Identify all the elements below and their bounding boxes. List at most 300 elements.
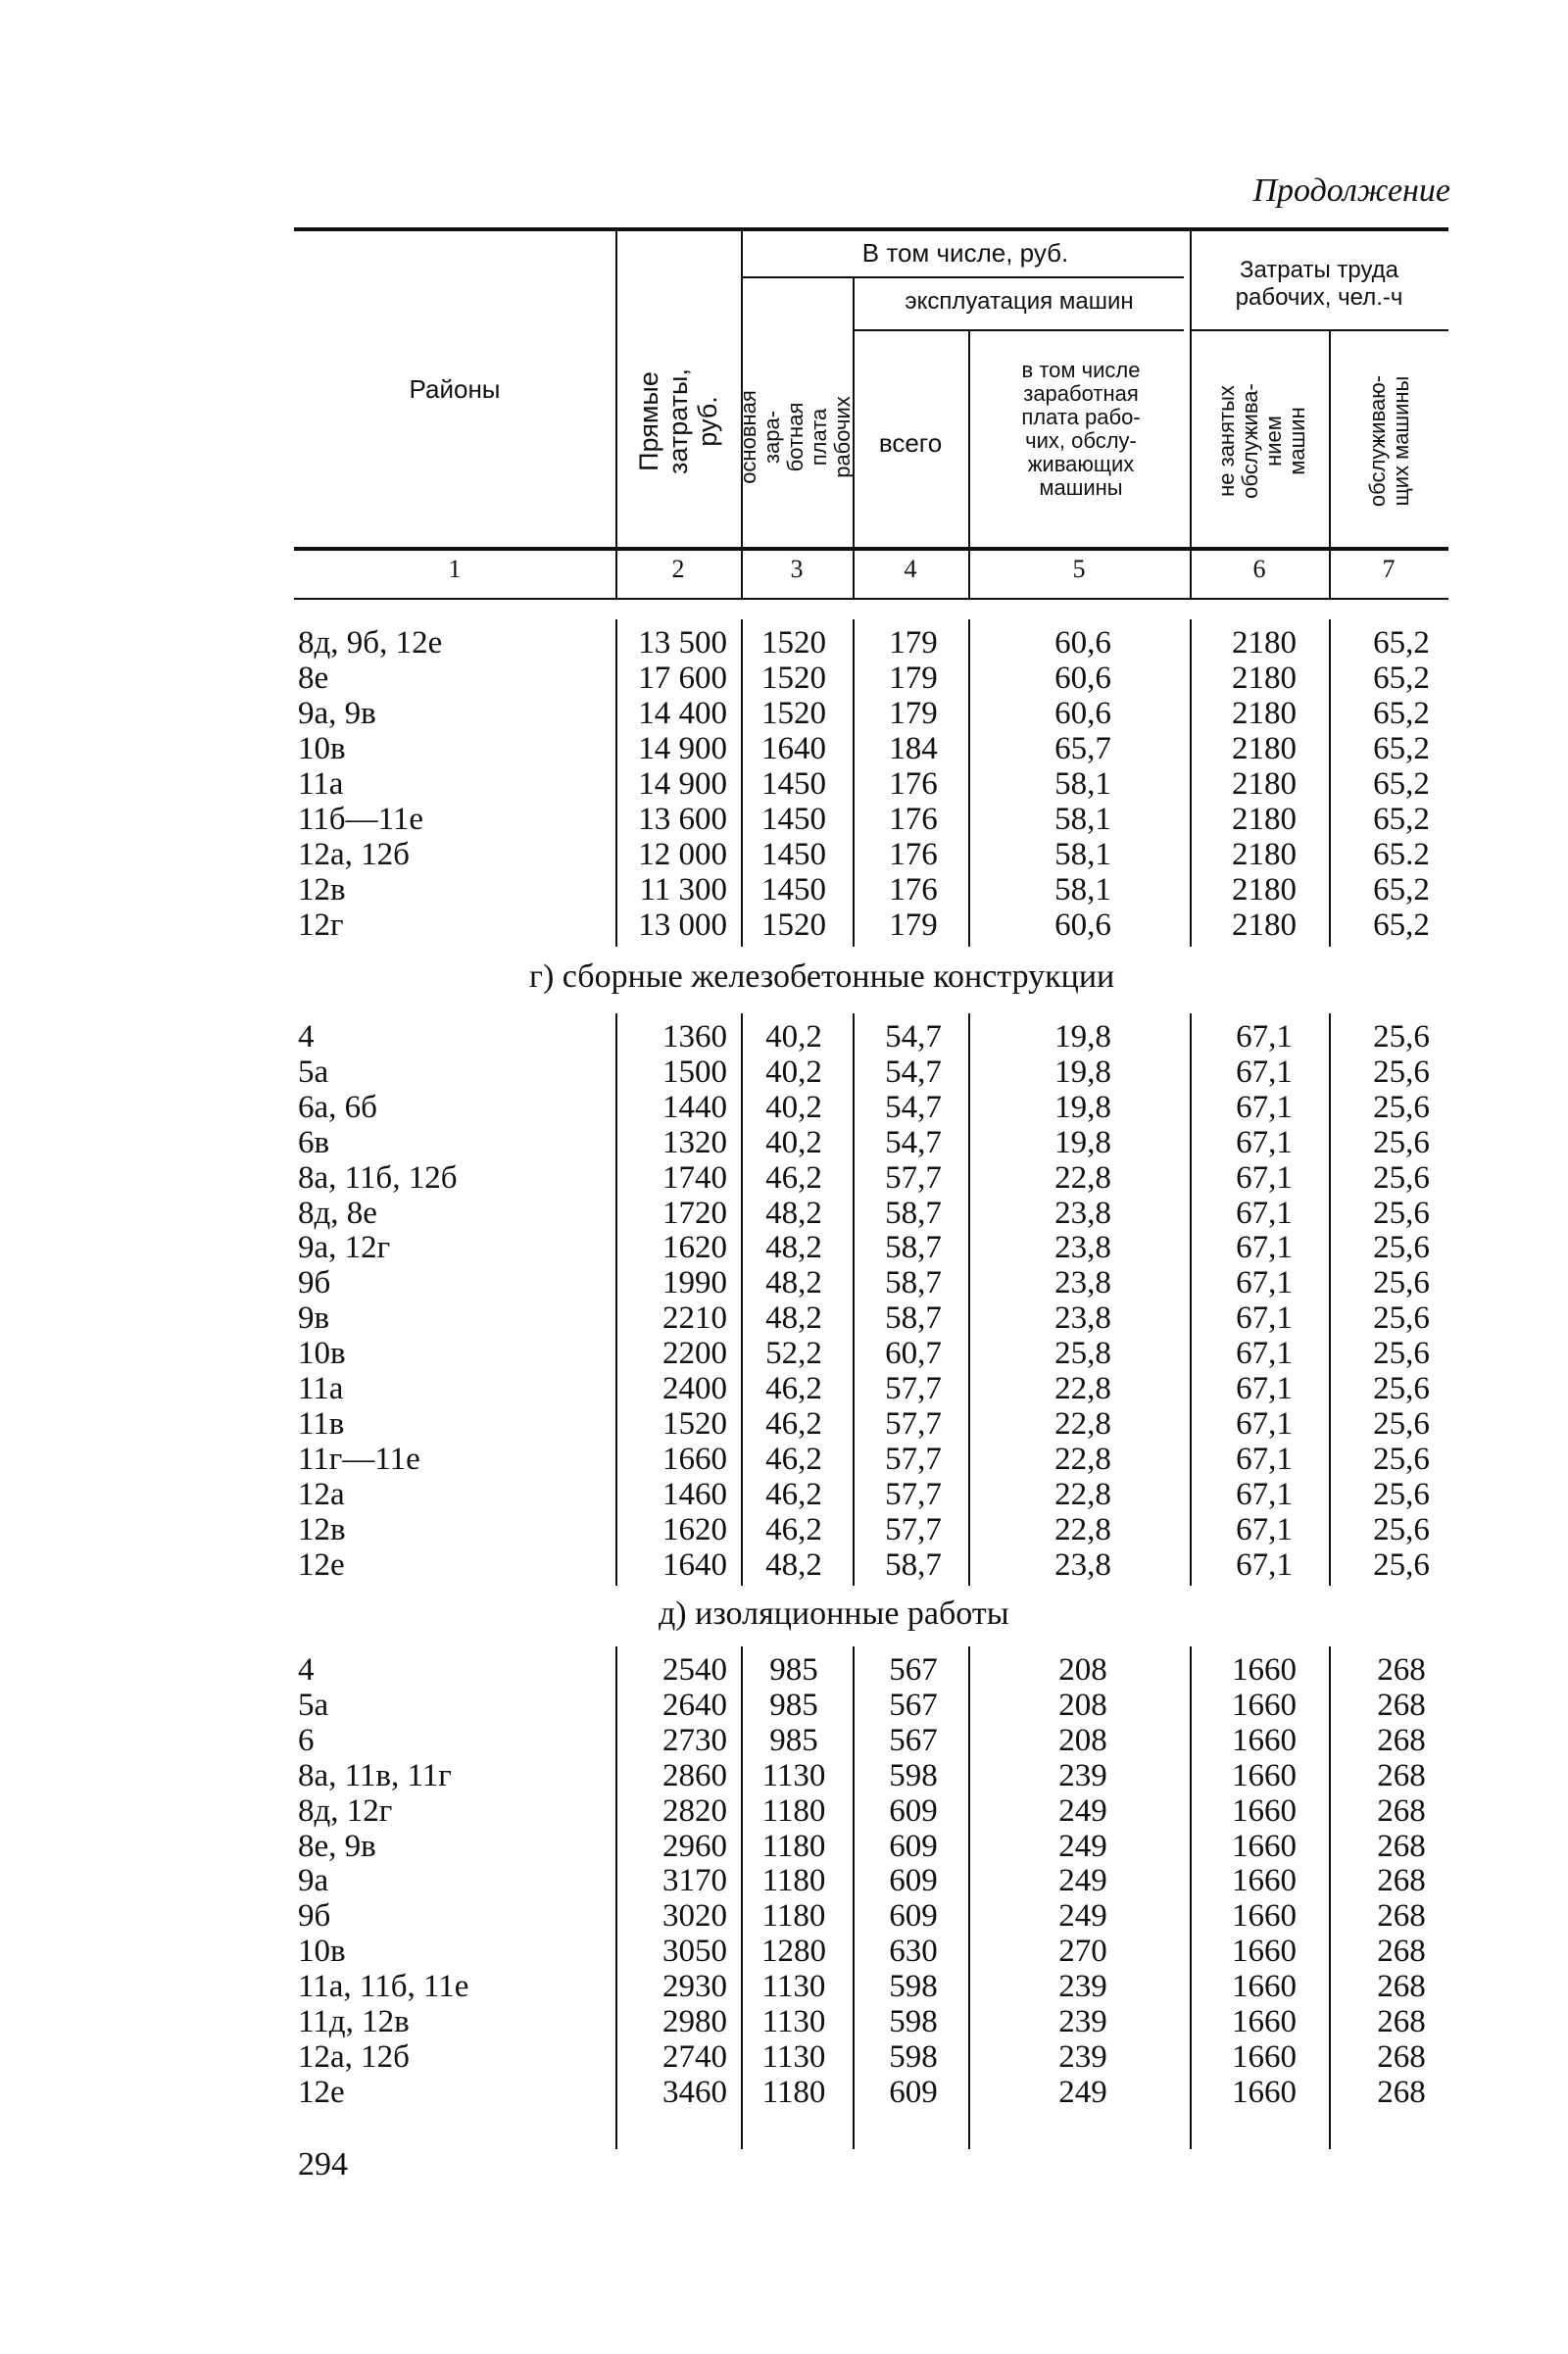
table-row: [0, 1300, 1568, 1336]
cell-direct-costs: 1660: [662, 1441, 727, 1477]
cell-district: 12а, 12б: [298, 837, 410, 872]
cell-machines-total: 179: [889, 907, 938, 943]
cell-base-wages: 1450: [761, 802, 826, 837]
cell-machine-wages: 22,8: [1054, 1511, 1111, 1547]
cell-labor-non-machine: 67,1: [1236, 1054, 1293, 1090]
cell-labor-machine: 25,6: [1373, 1124, 1430, 1160]
cell-machine-wages: 25,8: [1054, 1336, 1111, 1372]
cell-base-wages: 1450: [761, 872, 826, 907]
header-rule-subgroup: [741, 276, 1184, 278]
cell-direct-costs: 1720: [662, 1195, 727, 1231]
table-row: [0, 802, 1568, 837]
column-divider: [615, 619, 617, 947]
cell-district: 11а, 11б, 11е: [298, 1969, 469, 2005]
cell-base-wages: 40,2: [765, 1019, 822, 1054]
cell-labor-non-machine: 1660: [1232, 1687, 1297, 1723]
cell-base-wages: 1280: [761, 1934, 826, 1970]
cell-labor-non-machine: 2180: [1232, 696, 1297, 731]
table-row: [0, 1090, 1568, 1125]
cell-base-wages: 1180: [761, 1828, 826, 1864]
cell-direct-costs: 1620: [662, 1511, 727, 1547]
cell-direct-costs: 1320: [662, 1124, 727, 1160]
cell-base-wages: 985: [769, 1687, 818, 1723]
cell-labor-machine: 65,2: [1373, 731, 1430, 766]
cell-district: 8д, 8е: [298, 1195, 377, 1231]
cell-labor-non-machine: 1660: [1232, 1969, 1297, 2005]
table-row: [0, 1336, 1568, 1371]
cell-labor-machine: 25,6: [1373, 1195, 1430, 1231]
cell-labor-non-machine: 67,1: [1236, 1300, 1293, 1337]
cell-labor-non-machine: 2180: [1232, 837, 1297, 872]
table-row: [0, 1196, 1568, 1231]
cell-labor-machine: 268: [1377, 1757, 1426, 1793]
cell-base-wages: 1520: [761, 661, 826, 696]
table-row: [0, 1406, 1568, 1442]
cell-base-wages: 48,2: [765, 1195, 822, 1231]
cell-base-wages: 1520: [761, 907, 826, 943]
cell-direct-costs: 1640: [662, 1546, 727, 1583]
table-row: [0, 872, 1568, 907]
cell-labor-machine: 25,6: [1373, 1405, 1430, 1442]
cell-machine-wages: 239: [1058, 2038, 1107, 2075]
cell-district: 9а, 9в: [298, 696, 376, 731]
cell-base-wages: 46,2: [765, 1405, 822, 1442]
table-row: [0, 1019, 1568, 1054]
cell-labor-non-machine: 2180: [1232, 802, 1297, 837]
cell-base-wages: 40,2: [765, 1054, 822, 1090]
cell-base-wages: 52,2: [765, 1336, 822, 1372]
cell-machine-wages: 19,8: [1054, 1124, 1111, 1160]
cell-district: 4: [298, 1652, 315, 1688]
table-row: [0, 837, 1568, 872]
cell-labor-machine: 268: [1377, 1792, 1426, 1829]
column-divider: [853, 619, 855, 947]
cell-base-wages: 46,2: [765, 1159, 822, 1196]
cell-machine-wages: 249: [1058, 2074, 1107, 2110]
cell-base-wages: 40,2: [765, 1089, 822, 1125]
column-number-6: 6: [1252, 555, 1266, 583]
cell-labor-non-machine: 2180: [1232, 907, 1297, 943]
cell-direct-costs: 2210: [662, 1300, 727, 1337]
cell-labor-machine: 268: [1377, 1969, 1426, 2005]
cell-machines-total: 598: [889, 1757, 938, 1793]
column-divider: [1190, 1013, 1192, 1586]
cell-machines-total: 58,7: [885, 1230, 942, 1266]
cell-base-wages: 48,2: [765, 1230, 822, 1266]
cell-labor-non-machine: 1660: [1232, 1934, 1297, 1970]
cell-base-wages: 1520: [761, 625, 826, 661]
header-rayony: Районы: [409, 374, 501, 404]
continuation-label: Продолжение: [1252, 172, 1450, 209]
cell-labor-machine: 268: [1377, 2004, 1426, 2039]
cell-labor-non-machine: 2180: [1232, 625, 1297, 661]
cell-machines-total: 54,7: [885, 1089, 942, 1125]
cell-machines-total: 54,7: [885, 1054, 942, 1090]
table-row: [0, 661, 1568, 696]
cell-labor-machine: 25,6: [1373, 1265, 1430, 1301]
cell-machine-wages: 208: [1058, 1687, 1107, 1723]
cell-district: 4: [298, 1019, 315, 1054]
table-row: [0, 1477, 1568, 1512]
cell-direct-costs: 3020: [662, 1898, 727, 1935]
cell-machine-wages: 58,1: [1054, 872, 1111, 907]
cell-direct-costs: 2820: [662, 1792, 727, 1829]
cell-district: 9б: [298, 1265, 331, 1301]
cell-labor-non-machine: 67,1: [1236, 1159, 1293, 1196]
cell-labor-machine: 65,2: [1373, 661, 1430, 696]
table-row: [0, 1230, 1568, 1265]
cell-labor-machine: 268: [1377, 1898, 1426, 1935]
table-row: [0, 2004, 1568, 2039]
table-row: [0, 1371, 1568, 1406]
cell-district: 12в: [298, 1511, 346, 1547]
cell-base-wages: 1450: [761, 766, 826, 802]
cell-machines-total: 609: [889, 1792, 938, 1829]
document-page: Продолжение Районы Прямые затраты, руб. В том числе, руб. эксплуатация машин основная зара- ботная плата рабочих всего в том числе заработная плата рабо- чих, обслу- живающих машины Затраты труда рабочих, чел.-ч не занятых обслужива- нием машин обслуживаю- щих машины 1 2 3 4 5 6 7 8д, 9б, 12е 13 500 1520 179 60,6 2180 65,2 8е 17 600 1520 179 60,6 2180 65,2 9а, 9в 14 400 1520 179 60,6 2180 65,2 10в 14 900 1640 184 65,7 2180 65,2 11а 14 900 1450 176 58,1 2180 65,2 11б—11е 13 600 1450 176 58,1 2180 65,2 12а, 12б 12 000 1450 176 58,1 2180 65.2 12в 11 300 1450 176 58,1 2180 65,2 12г 13 000 1520 179 60,6 2180 65,2 г) сборные железобетонные конструкции 4 1360 40,2 54,7 19,8 67,1 25,6 5а 1500 40,2 54,7 19,8 67,1 25,6 6а, 6б 1440 40,2 54,7 19,8 67,1 25,6 6в 1320 40,2 54,7 19,8 67,1 25,6 8а, 11б, 12б 1740 46,2 57,7 22,8 67,1 25,6 8д, 8е 1720 48,2 58,7 23,8 67,1 25,6 9а, 12г 1620 48,2 58,7 23,8 67,1 25,6 9б 1990 48,2 58,7 23,8 67,1 25,6 9в 2210 48,2 58,7 23,8 67,1 25,6 10в 2200 52,2 60,7 25,8 67,1 25,6 11а 2400 46,2 57,7 22,8 67,1 25,6 11в 1520 46,2 57,7 22,8 67,1 25,6 11г—11е 1660 46,2 57,7 22,8 67,1 25,6 12а 1460 46,2 57,7 22,8 67,1 25,6 12в 1620 46,2 57,7 22,8 67,1 25,6 12е 1640 48,2 58,7 23,8 67,1 25,6 д) изоляционные работы 4 2540 985 567 208 1660 268 5а 2640 985 567 208 1660 268 6 2730 985 567 208 1660 268 8а, 11в, 11г 2860 1130 598 239 1660 268 8д, 12г 2820 1180 609 249 1660 268 8е, 9в 2960 1180 609 249 1660 268 9а 3170 1180 609 249 1660 268 9б 3020 1180 609 249 1660 268 10в 3050 1280 630 270 1660 268 11а, 11б, 11е 2930 1130 598 239 1660 268 11д, 12в 2980 1130 598 239 1660 268 12а, 12б 2740 1130 598 239 1660 268 12е 3460 1180 609 249 1660 268 294: [0, 0, 1568, 2354]
cell-district: 8а, 11б, 12б: [298, 1159, 458, 1196]
table-row: [0, 625, 1568, 661]
cell-base-wages: 1130: [761, 1969, 826, 2005]
cell-machine-wages: 208: [1058, 1722, 1107, 1758]
table-row: [0, 1934, 1568, 1969]
cell-labor-non-machine: 67,1: [1236, 1371, 1293, 1406]
cell-machine-wages: 249: [1058, 1863, 1107, 1899]
cell-labor-non-machine: 1660: [1232, 1792, 1297, 1829]
column-divider: [1190, 1646, 1192, 2149]
cell-machine-wages: 239: [1058, 2004, 1107, 2039]
table-row: [0, 2075, 1568, 2110]
cell-district: 8е, 9в: [298, 1828, 376, 1864]
cell-labor-non-machine: 67,1: [1236, 1546, 1293, 1583]
cell-base-wages: 1520: [761, 696, 826, 731]
column-divider: [741, 619, 743, 947]
cell-district: 5а: [298, 1054, 329, 1090]
column-number-3: 3: [790, 555, 804, 583]
cell-labor-machine: 25,6: [1373, 1089, 1430, 1125]
header-v-tom-chisle: В том числе, руб.: [861, 238, 1069, 268]
cell-labor-non-machine: 1660: [1232, 2074, 1297, 2110]
cell-labor-non-machine: 67,1: [1236, 1336, 1293, 1372]
cell-district: 8а, 11в, 11г: [298, 1757, 452, 1793]
table-row: [0, 2039, 1568, 2075]
header-vsego: всего: [878, 428, 943, 458]
cell-base-wages: 1450: [761, 837, 826, 872]
cell-labor-non-machine: 2180: [1232, 731, 1297, 766]
cell-machine-wages: 239: [1058, 1969, 1107, 2005]
cell-machine-wages: 58,1: [1054, 837, 1111, 872]
cell-district: 11в: [298, 1405, 345, 1442]
header-rule-machines: [853, 329, 1184, 331]
table-row: [0, 1547, 1568, 1583]
cell-labor-machine: 25,6: [1373, 1054, 1430, 1090]
cell-labor-non-machine: 67,1: [1236, 1476, 1293, 1512]
column-divider: [1329, 619, 1331, 947]
cell-direct-costs: 11 300: [639, 872, 727, 907]
cell-machines-total: 179: [889, 625, 938, 661]
cell-machine-wages: 60,6: [1054, 696, 1111, 731]
cell-direct-costs: 2740: [662, 2038, 727, 2075]
cell-district: 10в: [298, 1336, 346, 1372]
cell-direct-costs: 13 000: [638, 907, 727, 943]
cell-machines-total: 176: [889, 802, 938, 837]
cell-machine-wages: 23,8: [1054, 1230, 1111, 1266]
cell-district: 11б—11е: [298, 802, 423, 837]
cell-machine-wages: 249: [1058, 1898, 1107, 1935]
table-row: [0, 1688, 1568, 1723]
cell-machines-total: 598: [889, 2004, 938, 2039]
cell-machines-total: 609: [889, 1828, 938, 1864]
cell-labor-non-machine: 67,1: [1236, 1405, 1293, 1442]
cell-machines-total: 57,7: [885, 1371, 942, 1406]
cell-base-wages: 46,2: [765, 1371, 822, 1406]
cell-direct-costs: 2640: [662, 1687, 727, 1723]
cell-labor-machine: 65.2: [1373, 837, 1430, 872]
table-row: [0, 1652, 1568, 1688]
column-divider: [741, 1013, 743, 1586]
cell-district: 11а: [298, 1371, 344, 1406]
table-row: [0, 1160, 1568, 1196]
column-number-4: 4: [904, 555, 917, 583]
cell-labor-machine: 65,2: [1373, 872, 1430, 907]
cell-district: 6а, 6б: [298, 1089, 377, 1125]
table-row: [0, 1512, 1568, 1547]
cell-base-wages: 48,2: [765, 1546, 822, 1583]
table-row: [0, 1442, 1568, 1477]
column-divider: [615, 1013, 617, 1586]
table-row: [0, 731, 1568, 766]
cell-machines-total: 567: [889, 1722, 938, 1758]
cell-district: 9в: [298, 1300, 330, 1337]
cell-base-wages: 1180: [761, 1898, 826, 1935]
cell-labor-machine: 65,2: [1373, 802, 1430, 837]
cell-machine-wages: 23,8: [1054, 1195, 1111, 1231]
cell-labor-machine: 268: [1377, 1652, 1426, 1688]
cell-direct-costs: 2200: [662, 1336, 727, 1372]
cell-machine-wages: 270: [1058, 1934, 1107, 1970]
cell-district: 12а: [298, 1476, 345, 1512]
header-ekspluatatsiya: эксплуатация машин: [905, 288, 1134, 315]
cell-labor-non-machine: 1660: [1232, 1757, 1297, 1793]
cell-labor-non-machine: 2180: [1232, 661, 1297, 696]
cell-machines-total: 176: [889, 766, 938, 802]
table-row: [0, 1723, 1568, 1758]
cell-labor-non-machine: 1660: [1232, 2038, 1297, 2075]
cell-labor-machine: 268: [1377, 1722, 1426, 1758]
cell-machine-wages: 60,6: [1054, 625, 1111, 661]
column-divider: [1329, 1646, 1331, 2149]
table-row: [0, 766, 1568, 802]
cell-district: 10в: [298, 1934, 346, 1970]
cell-district: 12а, 12б: [298, 2038, 410, 2075]
cell-direct-costs: 17 600: [638, 661, 727, 696]
header-rule-labor: [1192, 329, 1448, 331]
column-number-1: 1: [448, 555, 462, 583]
table-top-rule: [294, 227, 1448, 231]
cell-direct-costs: 3050: [662, 1934, 727, 1970]
cell-labor-machine: 268: [1377, 1863, 1426, 1899]
cell-base-wages: 46,2: [765, 1511, 822, 1547]
cell-machine-wages: 22,8: [1054, 1405, 1111, 1442]
cell-direct-costs: 3170: [662, 1863, 727, 1899]
table-row: [0, 1863, 1568, 1898]
cell-machines-total: 179: [889, 661, 938, 696]
cell-direct-costs: 1460: [662, 1476, 727, 1512]
cell-district: 5а: [298, 1687, 329, 1723]
column-divider: [853, 1646, 855, 2149]
cell-labor-machine: 25,6: [1373, 1441, 1430, 1477]
cell-machines-total: 60,7: [885, 1336, 942, 1372]
cell-district: 11г—11е: [298, 1441, 420, 1477]
cell-base-wages: 46,2: [765, 1441, 822, 1477]
cell-base-wages: 1180: [761, 1792, 826, 1829]
page-number: 294: [298, 2146, 348, 2182]
cell-labor-machine: 25,6: [1373, 1230, 1430, 1266]
cell-district: 8е: [298, 661, 329, 696]
cell-direct-costs: 1740: [662, 1159, 727, 1196]
cell-machine-wages: 58,1: [1054, 766, 1111, 802]
table-row: [0, 696, 1568, 731]
cell-district: 12е: [298, 1546, 345, 1583]
column-divider: [968, 619, 970, 947]
table-row: [0, 1125, 1568, 1160]
cell-labor-machine: 25,6: [1373, 1336, 1430, 1372]
cell-direct-costs: 2860: [662, 1757, 727, 1793]
cell-labor-non-machine: 67,1: [1236, 1019, 1293, 1054]
cell-base-wages: 40,2: [765, 1124, 822, 1160]
cell-machine-wages: 60,6: [1054, 661, 1111, 696]
cell-machines-total: 54,7: [885, 1019, 942, 1054]
cell-labor-machine: 268: [1377, 1934, 1426, 1970]
cell-base-wages: 1640: [761, 731, 826, 766]
header-zatraty-truda: Затраты труда рабочих, чел.-ч: [1235, 257, 1403, 311]
cell-machines-total: 598: [889, 2038, 938, 2075]
table-row: [0, 1969, 1568, 2004]
column-number-2: 2: [671, 555, 685, 583]
cell-machine-wages: 22,8: [1054, 1159, 1111, 1196]
column-divider: [1329, 1013, 1331, 1586]
cell-machine-wages: 60,6: [1054, 907, 1111, 943]
cell-direct-costs: 3460: [662, 2074, 727, 2110]
cell-labor-non-machine: 67,1: [1236, 1089, 1293, 1125]
header-v-tom-chisle-zarplata: в том числе заработная плата рабо- чих, обслу- живающих машины: [1021, 358, 1141, 500]
cell-direct-costs: 13 500: [638, 625, 727, 661]
cell-labor-non-machine: 67,1: [1236, 1441, 1293, 1477]
column-divider: [853, 1013, 855, 1586]
cell-direct-costs: 13 600: [638, 802, 727, 837]
table-row: [0, 1758, 1568, 1793]
cell-district: 8д, 9б, 12е: [298, 625, 443, 661]
cell-district: 9б: [298, 1898, 331, 1935]
cell-district: 11а: [298, 766, 344, 802]
cell-labor-machine: 25,6: [1373, 1300, 1430, 1337]
cell-direct-costs: 1990: [662, 1265, 727, 1301]
cell-machines-total: 58,7: [885, 1300, 942, 1337]
cell-labor-non-machine: 67,1: [1236, 1511, 1293, 1547]
cell-machines-total: 630: [889, 1934, 938, 1970]
cell-machines-total: 58,7: [885, 1265, 942, 1301]
cell-base-wages: 985: [769, 1722, 818, 1758]
cell-machines-total: 609: [889, 2074, 938, 2110]
cell-labor-non-machine: 67,1: [1236, 1265, 1293, 1301]
cell-machine-wages: 23,8: [1054, 1265, 1111, 1301]
cell-machine-wages: 22,8: [1054, 1476, 1111, 1512]
cell-machine-wages: 19,8: [1054, 1054, 1111, 1090]
cell-labor-machine: 25,6: [1373, 1371, 1430, 1406]
cell-labor-machine: 25,6: [1373, 1546, 1430, 1583]
section-title: г) сборные железобетонные конструкции: [529, 958, 1115, 995]
cell-direct-costs: 1500: [662, 1054, 727, 1090]
cell-labor-non-machine: 1660: [1232, 1863, 1297, 1899]
cell-labor-non-machine: 1660: [1232, 1652, 1297, 1688]
cell-labor-non-machine: 67,1: [1236, 1230, 1293, 1266]
cell-machines-total: 567: [889, 1652, 938, 1688]
cell-direct-costs: 12 000: [638, 837, 727, 872]
column-number-7: 7: [1382, 555, 1396, 583]
cell-machine-wages: 23,8: [1054, 1546, 1111, 1583]
table-row: [0, 1793, 1568, 1829]
cell-direct-costs: 14 900: [638, 766, 727, 802]
column-number-5: 5: [1072, 555, 1086, 583]
cell-machine-wages: 249: [1058, 1828, 1107, 1864]
cell-machine-wages: 58,1: [1054, 802, 1111, 837]
cell-district: 9а, 12г: [298, 1230, 391, 1266]
cell-machines-total: 598: [889, 1969, 938, 2005]
cell-direct-costs: 2960: [662, 1828, 727, 1864]
cell-direct-costs: 2730: [662, 1722, 727, 1758]
cell-machines-total: 58,7: [885, 1546, 942, 1583]
cell-machine-wages: 19,8: [1054, 1019, 1111, 1054]
cell-district: 12г: [298, 907, 344, 943]
cell-machines-total: 57,7: [885, 1405, 942, 1442]
cell-direct-costs: 14 400: [638, 696, 727, 731]
cell-labor-machine: 268: [1377, 1687, 1426, 1723]
cell-direct-costs: 14 900: [638, 731, 727, 766]
table-row: [0, 1054, 1568, 1090]
cell-labor-machine: 268: [1377, 2038, 1426, 2075]
cell-labor-machine: 268: [1377, 1828, 1426, 1864]
cell-district: 8д, 12г: [298, 1792, 393, 1829]
cell-base-wages: 48,2: [765, 1265, 822, 1301]
cell-machines-total: 179: [889, 696, 938, 731]
cell-base-wages: 985: [769, 1652, 818, 1688]
cell-direct-costs: 2400: [662, 1371, 727, 1406]
cell-machine-wages: 208: [1058, 1652, 1107, 1688]
cell-machine-wages: 22,8: [1054, 1371, 1111, 1406]
cell-labor-non-machine: 1660: [1232, 1722, 1297, 1758]
cell-district: 6: [298, 1722, 315, 1758]
table-row: [0, 1898, 1568, 1934]
header-bottom-rule: [294, 547, 1448, 551]
cell-machines-total: 609: [889, 1863, 938, 1899]
cell-machines-total: 54,7: [885, 1124, 942, 1160]
cell-direct-costs: 1360: [662, 1019, 727, 1054]
cell-district: 9а: [298, 1863, 329, 1899]
cell-base-wages: 1180: [761, 2074, 826, 2110]
cell-machines-total: 184: [889, 731, 938, 766]
cell-machine-wages: 239: [1058, 1757, 1107, 1793]
table-row: [0, 907, 1568, 943]
column-divider: [741, 1646, 743, 2149]
cell-labor-machine: 65,2: [1373, 696, 1430, 731]
cell-machines-total: 57,7: [885, 1476, 942, 1512]
table-row: [0, 1265, 1568, 1300]
cell-machine-wages: 65,7: [1054, 731, 1111, 766]
cell-direct-costs: 2980: [662, 2004, 727, 2039]
cell-district: 12е: [298, 2074, 345, 2110]
cell-labor-non-machine: 2180: [1232, 872, 1297, 907]
cell-machine-wages: 19,8: [1054, 1089, 1111, 1125]
column-divider: [968, 1646, 970, 2149]
